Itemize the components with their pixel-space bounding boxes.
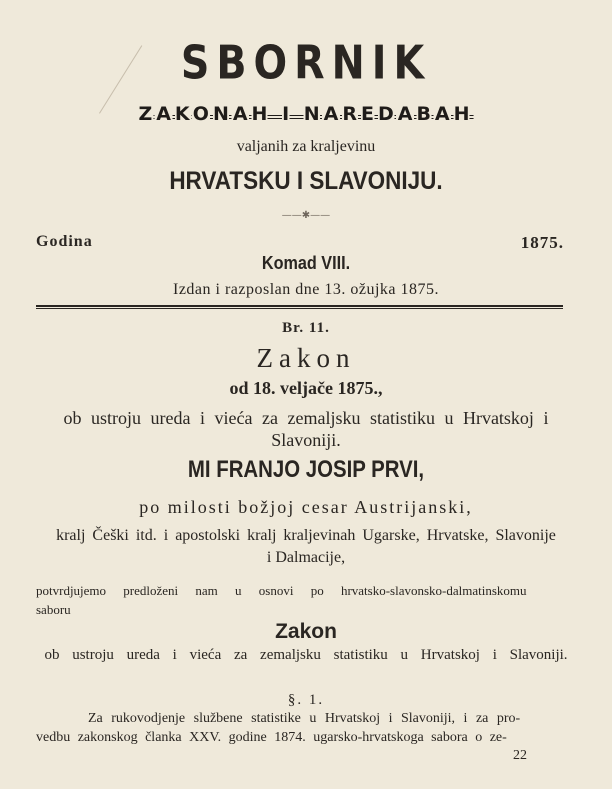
page-number: 22: [513, 748, 527, 763]
body-text-line-1: Za rukovodjenje službene statistike u Hrvatskoj i Slavoniji, i za pro-: [88, 711, 521, 726]
collection-subtitle: ZAKONAH I NAREDABAH: [138, 103, 474, 125]
law-date: od 18. veljače 1875.,: [229, 378, 383, 398]
ruler-titles-line-2: i Dalmacije,: [266, 549, 346, 566]
law-subject-line-1: ob ustroju ureda i vieća za zemaljsku statistiku u Hrvatskoj i: [63, 408, 549, 428]
ruler-name: MI FRANJO JOSIP PRVI,: [187, 456, 425, 483]
section-number: §. 1.: [287, 692, 325, 708]
issue-date-line: Izdan i razposlan dne 13. ožujka 1875.: [172, 281, 440, 298]
law-heading: Zakon: [256, 343, 356, 373]
issue-number: Komad VIII.: [261, 253, 351, 273]
valid-for-line: valjanih za kraljevinu: [236, 138, 376, 155]
horizontal-rule: [36, 305, 563, 309]
ornament-divider: ——✱——: [281, 210, 331, 221]
confirmation-text: potvrdjujemo predloženi nam u osnovi po hrvatsko-slavonsko-dalmatinskomu saboru: [36, 583, 527, 617]
ruler-grace: po milosti božjoj cesar Austrijanski,: [139, 497, 473, 517]
collection-title: SBORNIK: [180, 36, 432, 91]
year-value: 1875.: [520, 233, 564, 252]
law-subject-repeat: ob ustroju ureda i vieća za zemaljsku statistiku u Hrvatskoj i Slavoniji.: [44, 647, 568, 663]
law-number: Br. 11.: [282, 320, 330, 336]
law-heading-secondary: Zakon: [275, 620, 337, 643]
year-label: Godina: [36, 233, 93, 250]
country-heading: HRVATSKU I SLAVONIJU.: [169, 167, 443, 195]
body-text-line-2: vedbu zakonskog članka XXV. godine 1874. ugarsko-hrvatskoga sabora o ze-: [36, 730, 507, 745]
ruler-titles-line-1: kralj Češki itd. i apostolski kralj kraljevinah Ugarske, Hrvatske, Slavonije: [56, 527, 556, 544]
law-subject-line-2: Slavoniji.: [271, 430, 341, 450]
